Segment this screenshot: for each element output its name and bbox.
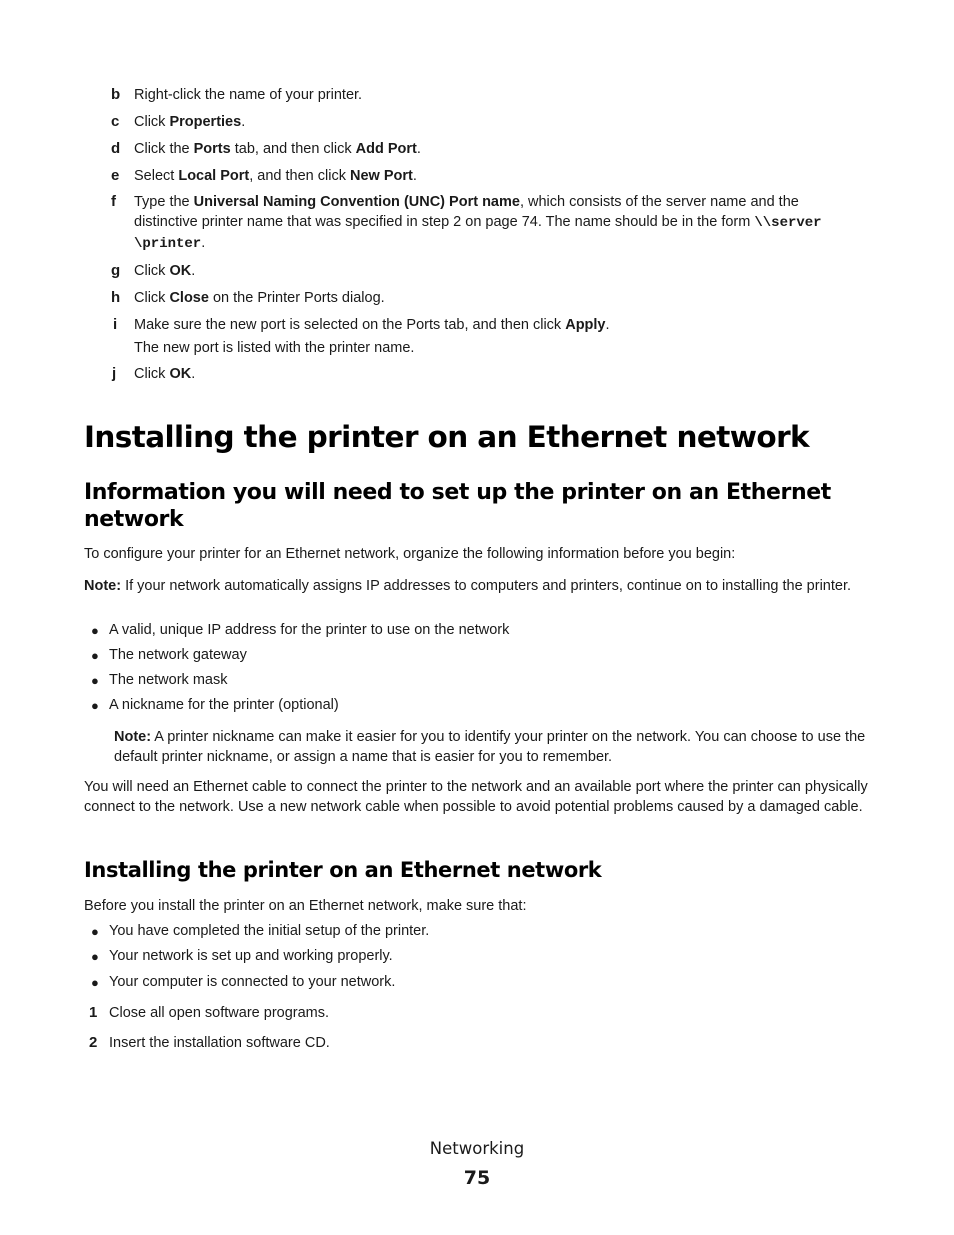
- page-heading: Installing the printer on an Ethernet network: [84, 420, 810, 454]
- bullet-icon: ●: [91, 698, 99, 713]
- step-text-line2: distinctive printer name that was specified in step 2 on page 74. The name should be in the form \\server: [134, 214, 822, 231]
- step-text: Select Local Port, and then click New Port.: [134, 168, 417, 184]
- page-number: 75: [463, 1167, 491, 1189]
- bullet-icon: ●: [91, 623, 99, 638]
- step-subtext: The new port is listed with the printer name.: [134, 340, 415, 356]
- step-text: Click the Ports tab, and then click Add Port.: [134, 141, 421, 157]
- note-2: Note: A printer nickname can make it easier for you to identify your printer on the network. You can choose to use the default printer nickname, or assign a name that is easier for you to remember.: [114, 729, 866, 765]
- step-text: Right-click the name of your printer.: [134, 87, 363, 103]
- before-text: Before you install the printer on an Ethernet network, make sure that:: [84, 898, 527, 914]
- step-number: 2: [89, 1034, 98, 1051]
- note-1: Note: If your network automatically assigns IP addresses to computers and printers, continue on to installing the printer.: [84, 578, 852, 594]
- step-number: 1: [89, 1004, 98, 1021]
- step-text-line3: \printer.: [134, 235, 206, 252]
- step-label: h: [111, 289, 121, 306]
- step-text: Type the Universal Naming Convention (UNC) Port name, which consists of the server name and the: [134, 194, 799, 210]
- step-label: f: [111, 193, 116, 210]
- step-label: e: [111, 167, 120, 184]
- step-text: Click OK.: [134, 366, 196, 382]
- cable-paragraph: You will need an Ethernet cable to connect the printer to the network and an available port where the printer can physically connect to the network. Use a new network cable when possible to avoid potential problems caused by a damaged cable.: [84, 779, 868, 815]
- step-label: c: [111, 113, 120, 130]
- footer-section: Networking: [429, 1139, 525, 1158]
- bullet-icon: ●: [91, 648, 99, 663]
- bullet-icon: ●: [91, 949, 99, 964]
- step-label: i: [113, 316, 118, 333]
- subsection-heading: Installing the printer on an Ethernet network: [84, 858, 602, 882]
- intro-text: To configure your printer for an Ethernet network, organize the following information before you begin:: [84, 546, 736, 562]
- step-text: Click Close on the Printer Ports dialog.: [134, 290, 385, 306]
- step-text: Click Properties.: [134, 114, 246, 130]
- bullet-icon: ●: [91, 673, 99, 688]
- bullet-icon: ●: [91, 975, 99, 990]
- step-label: j: [112, 365, 117, 382]
- step-label: g: [111, 262, 121, 279]
- bullet-icon: ●: [91, 924, 99, 939]
- step-text: Click OK.: [134, 263, 196, 279]
- section-heading: Information you will need to set up the printer on an Ethernet network: [84, 480, 831, 532]
- step-label: b: [111, 86, 121, 103]
- step-text: Make sure the new port is selected on the Ports tab, and then click Apply.: [134, 317, 610, 333]
- step-label: d: [111, 140, 121, 157]
